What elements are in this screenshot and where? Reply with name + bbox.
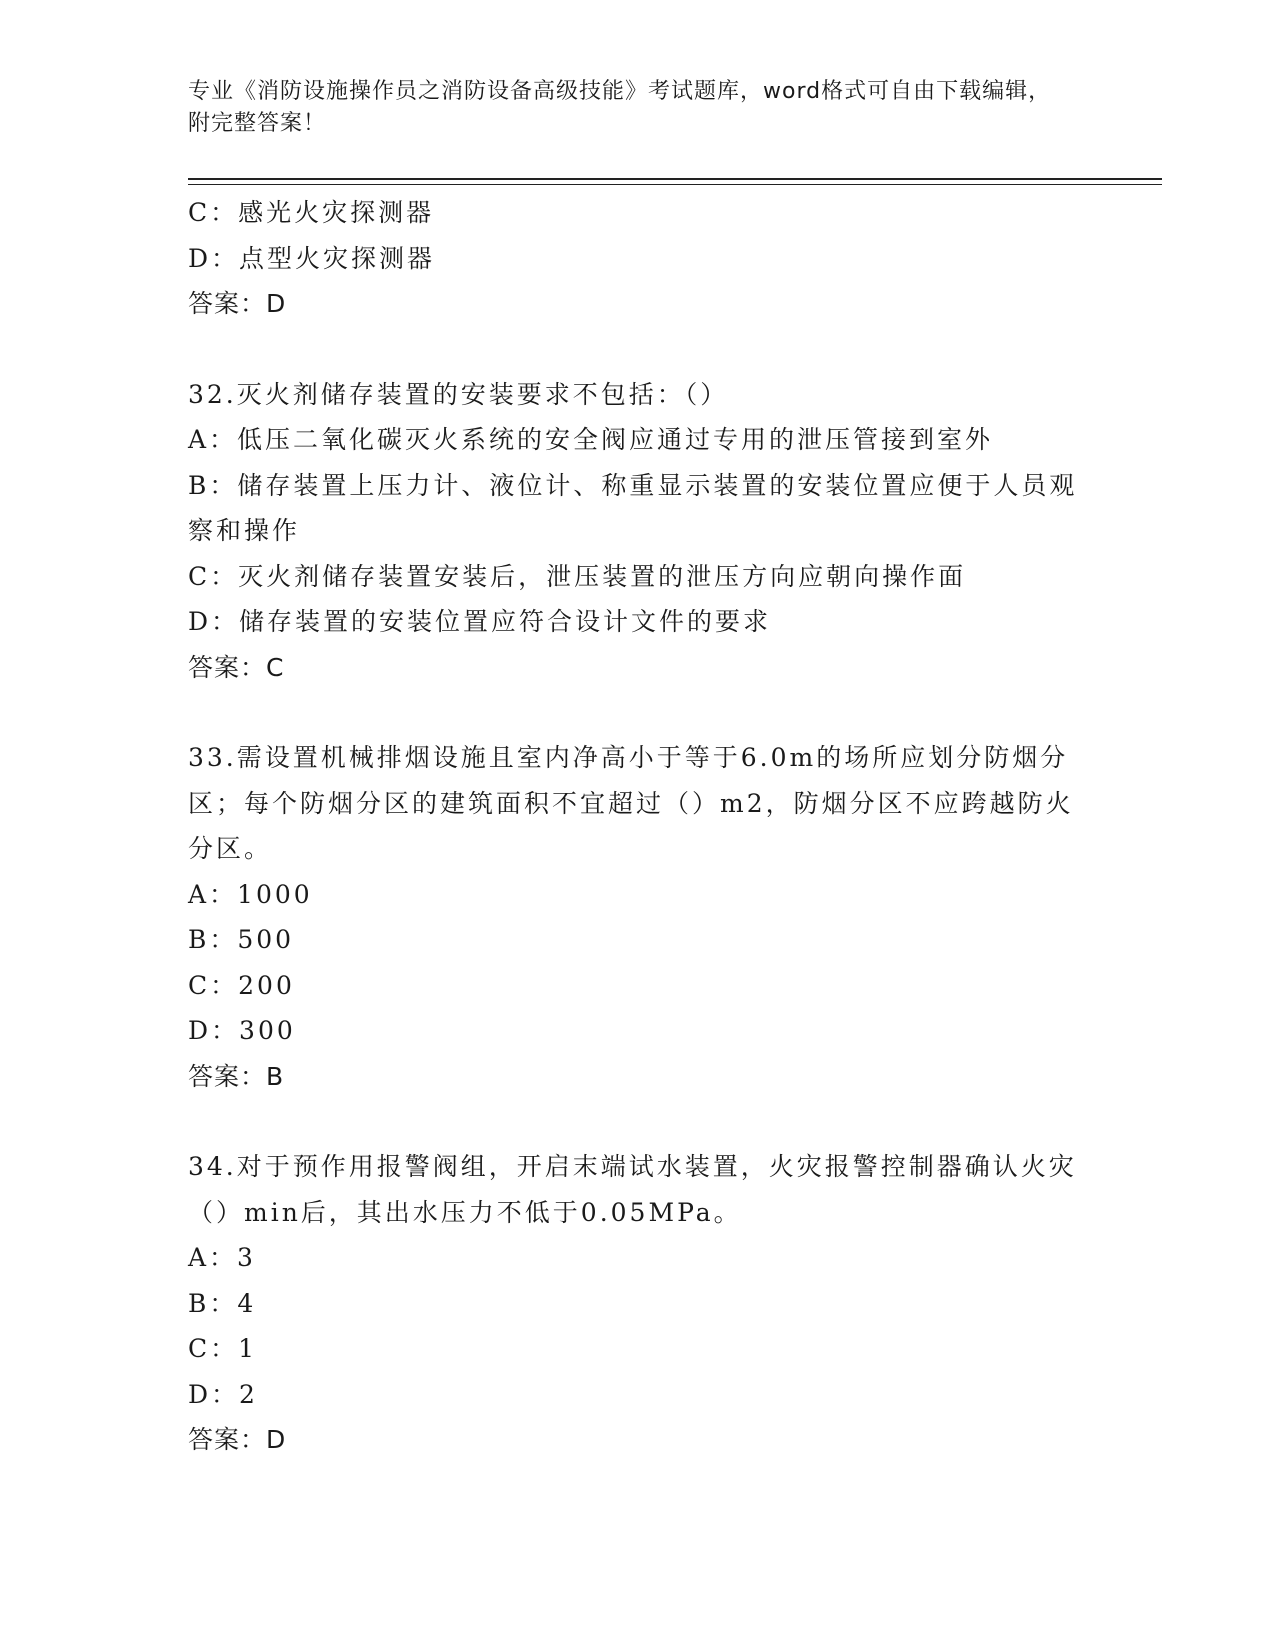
continued-question	[188, 190, 1088, 327]
header-intro-text: 专业《消防设施操作员之消防设备高级技能》考试题库，word格式可自由下载编辑，附完整答案！	[188, 79, 1052, 136]
header-rule-thick	[188, 178, 1162, 180]
question-content	[188, 190, 1088, 1463]
option-d: D：储存装置的安装位置应符合设计文件的要求	[188, 607, 772, 636]
spacer	[188, 1099, 1088, 1144]
document-header	[188, 76, 1068, 140]
option-b: B：500	[188, 925, 295, 954]
answer-line: 答案：C	[188, 652, 285, 682]
answer-line: 答案：B	[188, 1061, 285, 1091]
spacer	[188, 327, 1088, 372]
option-d: D：300	[188, 1016, 296, 1045]
question-stem: 34.对于预作用报警阀组，开启末端试水装置，火灾报警控制器确认火灾（）min后，其出水压力不低于0.05MPa。	[188, 1152, 1077, 1227]
option-d: D：点型火灾探测器	[188, 243, 436, 273]
option-c: C：200	[188, 970, 295, 1000]
question-stem: 33.需设置机械排烟设施且室内净高小于等于6.0m的场所应划分防烟分区；每个防烟分区的建筑面积不宜超过（）m2，防烟分区不应跨越防火分区。	[188, 743, 1074, 863]
question-34	[188, 1144, 1088, 1463]
option-c: C：感光火灾探测器	[188, 198, 435, 227]
answer-line: 答案：D	[188, 289, 287, 318]
option-b: B：储存装置上压力计、液位计、称重显示装置的安装位置应便于人员观察和操作	[188, 470, 1078, 545]
option-a: A：低压二氧化碳灭火系统的安全阀应通过专用的泄压管接到室外	[188, 425, 994, 454]
option-c: C：灭火剂储存装置安装后，泄压装置的泄压方向应朝向操作面	[188, 561, 967, 591]
spacer	[188, 690, 1088, 735]
option-c: C：1	[188, 1334, 258, 1363]
question-33	[188, 735, 1088, 1099]
option-d: D：2	[188, 1379, 258, 1409]
option-b: B：4	[188, 1288, 257, 1318]
answer-line: 答案：D	[188, 1425, 287, 1454]
question-stem: 32.灭火剂储存装置的安装要求不包括：（）	[188, 379, 729, 409]
option-a: A：3	[188, 1243, 256, 1272]
header-rule-thin	[188, 184, 1162, 185]
question-32	[188, 372, 1088, 691]
option-a: A：1000	[188, 879, 313, 909]
